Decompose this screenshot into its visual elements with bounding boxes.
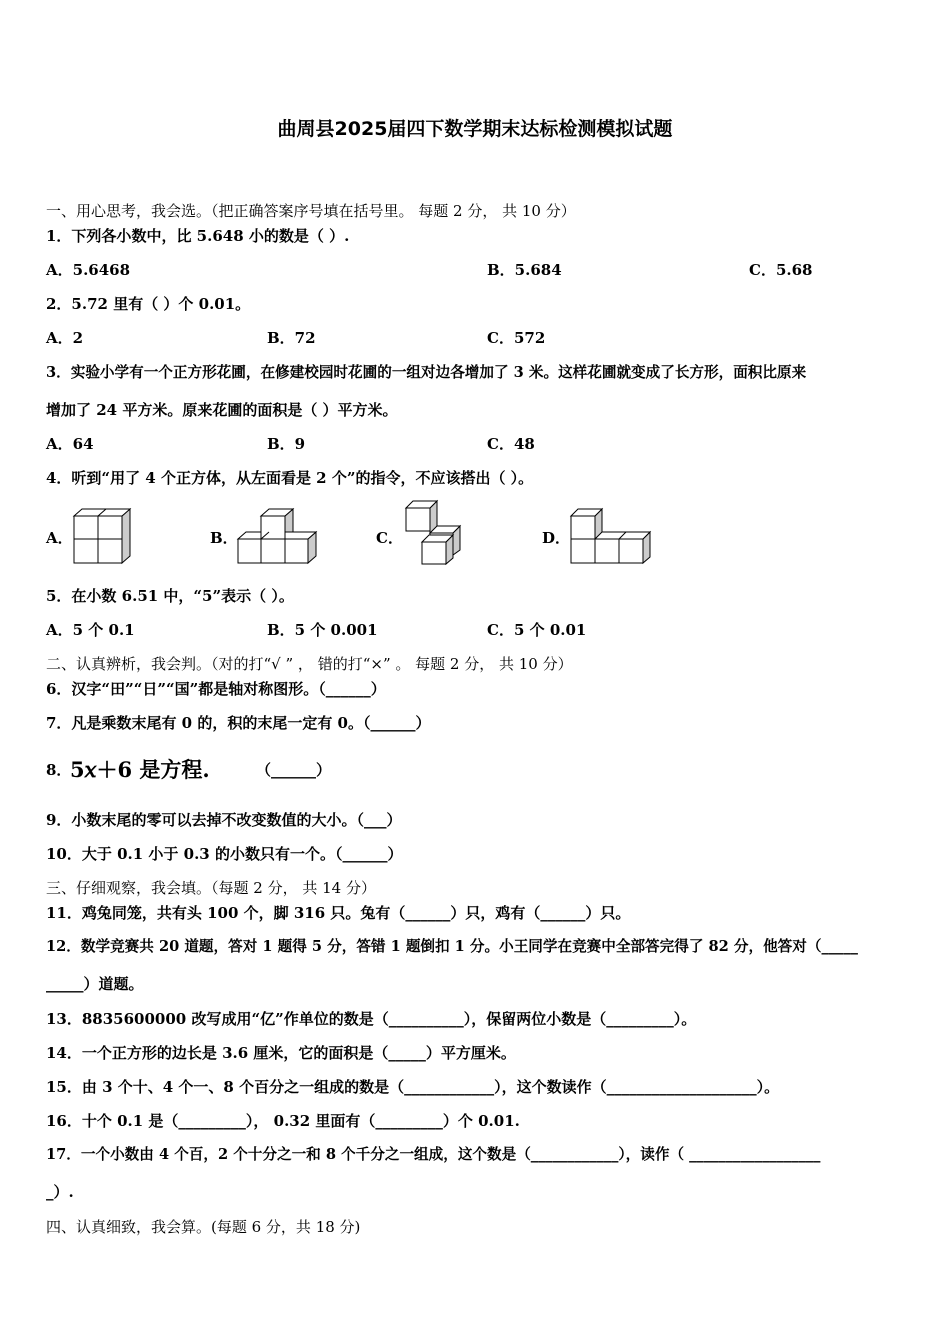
question-14: 14．一个正方形的边长是 3.6 厘米，它的面积是（_____）平方厘米。 bbox=[46, 1044, 516, 1062]
question-5-option-b: B．5 个 0.001 bbox=[267, 621, 378, 639]
question-17-line-1: 17．一个小数由 4 个百，2 个十分之一和 8 个千分之一组成，这个数是（____________），读作（ __________________ bbox=[46, 1146, 821, 1163]
section-3-header: 三、仔细观察，我会填。（每题 2 分， 共 14 分） bbox=[46, 879, 376, 897]
question-7: 7．凡是乘数末尾有 0 的，积的末尾一定有 0。（______） bbox=[46, 714, 431, 732]
question-13: 13．8835600000 改写成用“亿”作单位的数是（__________），保留两位小数是（_________）。 bbox=[46, 1010, 697, 1028]
question-16: 16．十个 0.1 是（_________）， 0.32 里面有（_________）个 0.01. bbox=[46, 1112, 520, 1130]
question-1-option-b: B．5.684 bbox=[487, 261, 562, 279]
question-2-option-b: B．72 bbox=[267, 329, 316, 347]
question-8-blank: （______） bbox=[256, 761, 332, 779]
question-12-line-2: _____）道题。 bbox=[46, 975, 144, 993]
question-3-option-b: B．9 bbox=[267, 435, 306, 453]
question-5-option-a: A．5 个 0.1 bbox=[46, 621, 135, 639]
question-4-option-a: A． bbox=[46, 529, 73, 547]
question-5-option-c: C．5 个 0.01 bbox=[487, 621, 587, 639]
section-4-header: 四、认真细致，我会算。(每题 6 分，共 18 分) bbox=[46, 1218, 361, 1236]
question-4-option-c: C． bbox=[376, 529, 403, 547]
question-17-line-2: _）. bbox=[46, 1183, 74, 1201]
question-3-option-a: A．64 bbox=[46, 435, 94, 453]
question-2-option-a: A．2 bbox=[46, 329, 84, 347]
cube-figure-b bbox=[236, 506, 320, 566]
question-2-option-c: C．572 bbox=[487, 329, 546, 347]
page-title: 曲周县2025届四下数学期末达标检测模拟试题 bbox=[277, 118, 673, 140]
question-1-option-a: A．5.6468 bbox=[46, 261, 131, 279]
question-11: 11．鸡兔同笼，共有头 100 个，脚 316 只。兔有（______）只，鸡有（______）只。 bbox=[46, 904, 631, 922]
question-5-stem: 5．在小数 6.51 中，“5”表示（ ）。 bbox=[46, 587, 294, 605]
question-15: 15．由 3 个十、4 个一、8 个百分之一组成的数是（____________），这个数读作（____________________）。 bbox=[46, 1078, 780, 1096]
question-1-stem: 1．下列各小数中，比 5.648 小的数是（ ）. bbox=[46, 227, 350, 245]
question-3-stem-line-2: 增加了 24 平方米。原来花圃的面积是（ ）平方米。 bbox=[46, 401, 398, 419]
question-3-option-c: C．48 bbox=[487, 435, 535, 453]
question-10: 10．大于 0.1 小于 0.3 的小数只有一个。（______） bbox=[46, 845, 403, 863]
question-8-number: 8． bbox=[46, 761, 72, 779]
question-4-option-d: D． bbox=[542, 529, 571, 547]
cube-figure-c bbox=[402, 498, 466, 568]
question-8-equation: 5𝑥＋6 是方程. bbox=[70, 757, 210, 782]
section-1-header: 一、用心思考，我会选。（把正确答案序号填在括号里。 每题 2 分， 共 10 分） bbox=[46, 202, 576, 220]
cube-figure-d bbox=[569, 506, 653, 566]
question-12-line-1: 12．数学竞赛共 20 道题，答对 1 题得 5 分，答错 1 题倒扣 1 分。小王同学在竞赛中全部答完得了 82 分，他答对（_____ bbox=[46, 938, 858, 955]
question-6: 6．汉字“田”“日”“国”都是轴对称图形。（______） bbox=[46, 680, 386, 698]
question-1-option-c: C．5.68 bbox=[749, 261, 813, 279]
question-3-stem-line-1: 3．实验小学有一个正方形花圃，在修建校园时花圃的一组对边各增加了 3 米。这样花圃就变成了长方形，面积比原来 bbox=[46, 364, 807, 381]
question-4-option-b: B． bbox=[210, 529, 238, 547]
question-4-stem: 4．听到“用了 4 个正方体，从左面看是 2 个”的指令，不应该搭出（ ）。 bbox=[46, 469, 534, 487]
question-2-stem: 2．5.72 里有（ ）个 0.01。 bbox=[46, 295, 251, 313]
cube-figure-a bbox=[72, 506, 134, 566]
question-9: 9．小数末尾的零可以去掉不改变数值的大小。（___） bbox=[46, 811, 402, 829]
section-2-header: 二、认真辨析，我会判。（对的打“√ ” ， 错的打“×” 。 每题 2 分， 共 10 分） bbox=[46, 655, 573, 673]
